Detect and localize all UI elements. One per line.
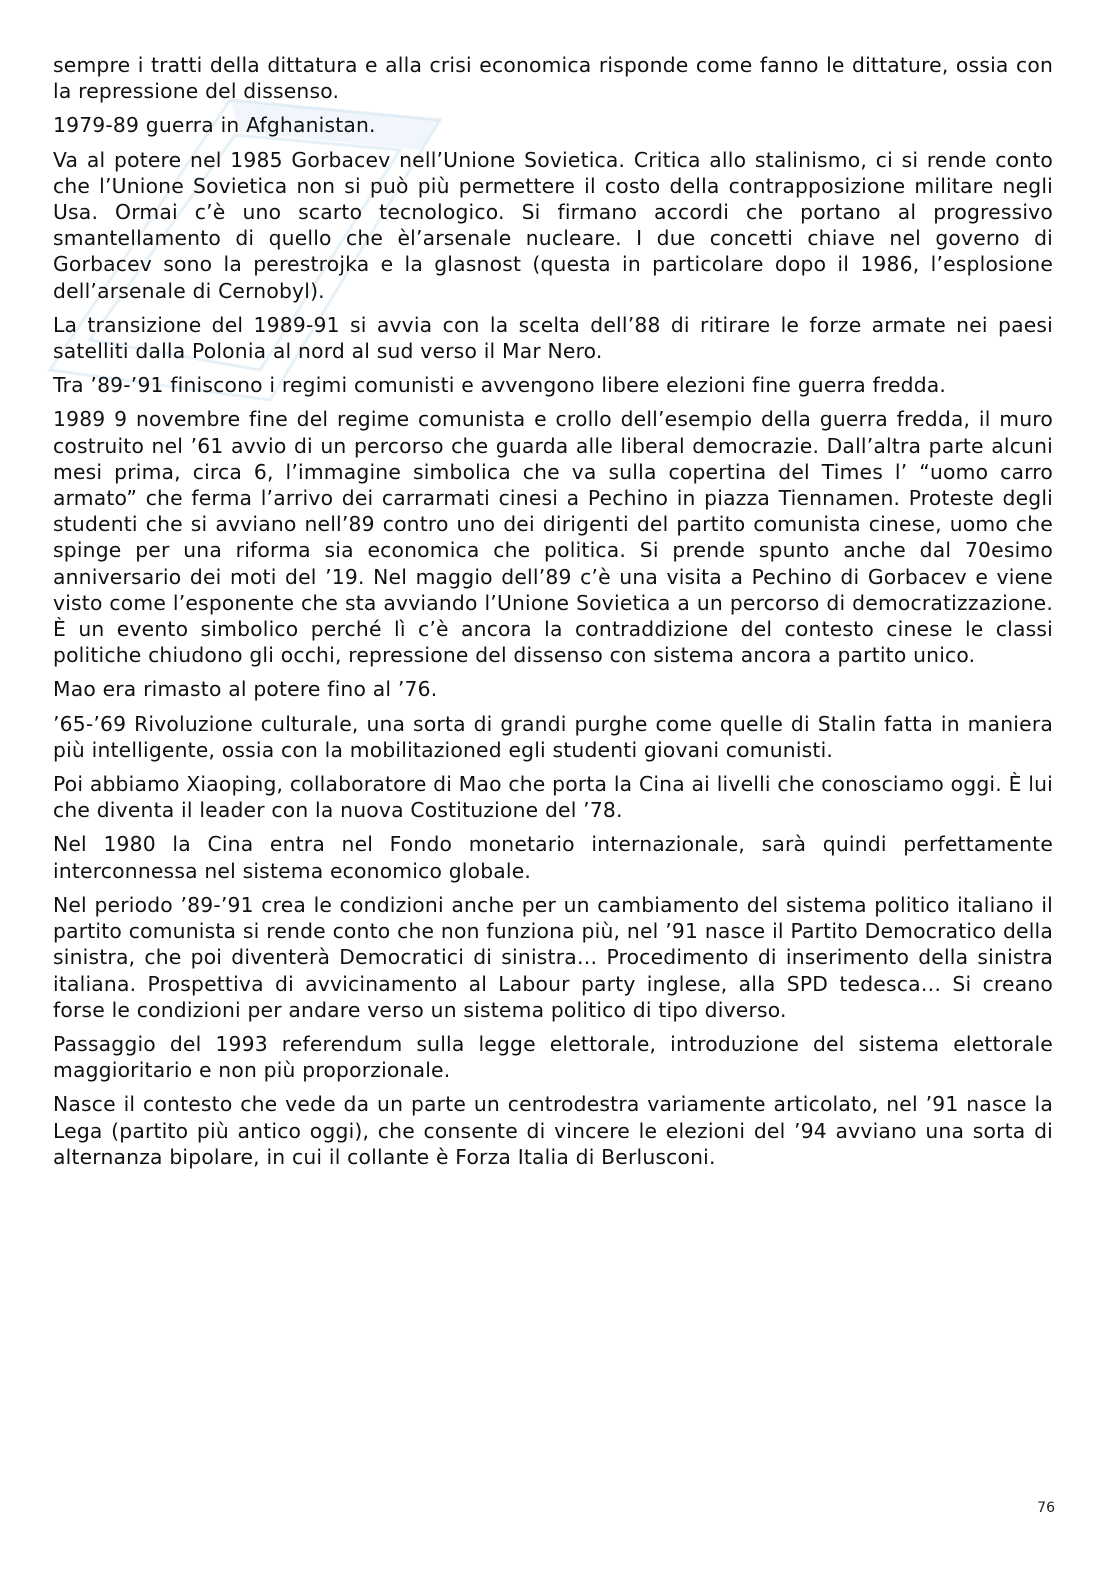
paragraph: Nel 1980 la Cina entra nel Fondo monetario internazionale, sarà quindi perfettamente interconnessa nel sistema economico globale. <box>53 832 1053 883</box>
document-body <box>53 52 1053 1178</box>
paragraph: 1979-89 guerra in Afghanistan. <box>53 113 376 138</box>
paragraph: ’65-’69 Rivoluzione culturale, una sorta di grandi purghe come quelle di Stalin fatta in maniera più intelligente, ossia con la mobilitazioned egli studenti giovani comunisti. <box>53 711 1053 762</box>
paragraph: Passaggio del 1993 referendum sulla legge elettorale, introduzione del sistema elettorale maggioritario e non più proporzionale. <box>53 1031 1053 1083</box>
paragraph: Poi abbiamo Xiaoping, collaboratore di Mao che porta la Cina ai livelli che conosciamo oggi. È lui che diventa il leader con la nuova Costituzione del ’78. <box>53 772 1053 823</box>
paragraph: sempre i tratti della dittatura e alla crisi economica risponde come fanno le dittature, ossia con la repressione del dissenso. <box>53 53 1053 104</box>
paragraph: Va al potere nel 1985 Gorbacev nell’Unione Sovietica. Critica allo stalinismo, ci si rende conto che l’Unione Sovietica non si può più permettere il costo della contrapposizione militare negli Usa. Ormai c’è uno scarto tecnologico. Si firmano accordi che portano al progressivo smantellamento di quello che èl’arsenale nucleare. I due concetti chiave nel governo di Gorbacev sono la perestrojka e la glasnost (questa in particolare dopo il 1986, l’esplosione dell’arsenale di Cernobyl). <box>53 147 1053 303</box>
paragraph: Nel periodo ’89-’91 crea le condizioni anche per un cambiamento del sistema politico italiano il partito comunista si rende conto che non funziona più, nel ’91 nasce il Partito Democratico della sinistra, che poi diventerà Democratici di sinistra… Procedimento di inserimento della sinistra italiana. Prospettiva di avvicinamento al Labour party inglese, alla SPD tedesca… Si creano forse le condizioni per andare verso un sistema politico di tipo diverso. <box>53 892 1053 1022</box>
paragraph: Mao era rimasto al potere fino al ’76. <box>53 677 438 702</box>
page-number: 76 <box>1037 1500 1055 1516</box>
paragraph: 1989 9 novembre fine del regime comunista e crollo dell’esempio della guerra fredda, il muro costruito nel ’61 avvio di un percorso che guarda alle liberal democrazie. Dall’altra parte alcuni mesi prima, circa 6, l’immagine simbolica che va sulla copertina del Times l’ “uomo carro armato” che ferma l’arrivo dei carrarmati cinesi a Pechino in piazza Tiennamen. Proteste degli studenti che si avviano nell’89 contro uno dei dirigenti del partito comunista cinese, uomo che spinge per una riforma sia economica che politica. Si prende spunto anche dal 70esimo anniversario dei moti del ’19. Nel maggio dell’89 c’è una visita a Pechino di Gorbacev e viene visto come l’esponente che sta avviando l’Unione Sovietica a un percorso di democratizzazione. È un evento simbolico perché lì c’è ancora la contraddizione del contesto cinese le classi politiche chiudono gli occhi, repressione del dissenso con sistema ancora a partito unico. <box>53 407 1053 668</box>
paragraph: Tra ’89-’91 finiscono i regimi comunisti e avvengono libere elezioni fine guerra fredda. <box>53 373 947 398</box>
paragraph: La transizione del 1989-91 si avvia con la scelta dell’88 di ritirare le forze armate nei paesi satelliti dalla Polonia al nord al sud verso il Mar Nero. <box>53 312 1053 364</box>
paragraph: Nasce il contesto che vede da un parte un centrodestra variamente articolato, nel ’91 nasce la Lega (partito più antico oggi), che consente di vincere le elezioni del ’94 avviano una sorta di alternanza bipolare, in cui il collante è Forza Italia di Berlusconi. <box>53 1092 1053 1169</box>
